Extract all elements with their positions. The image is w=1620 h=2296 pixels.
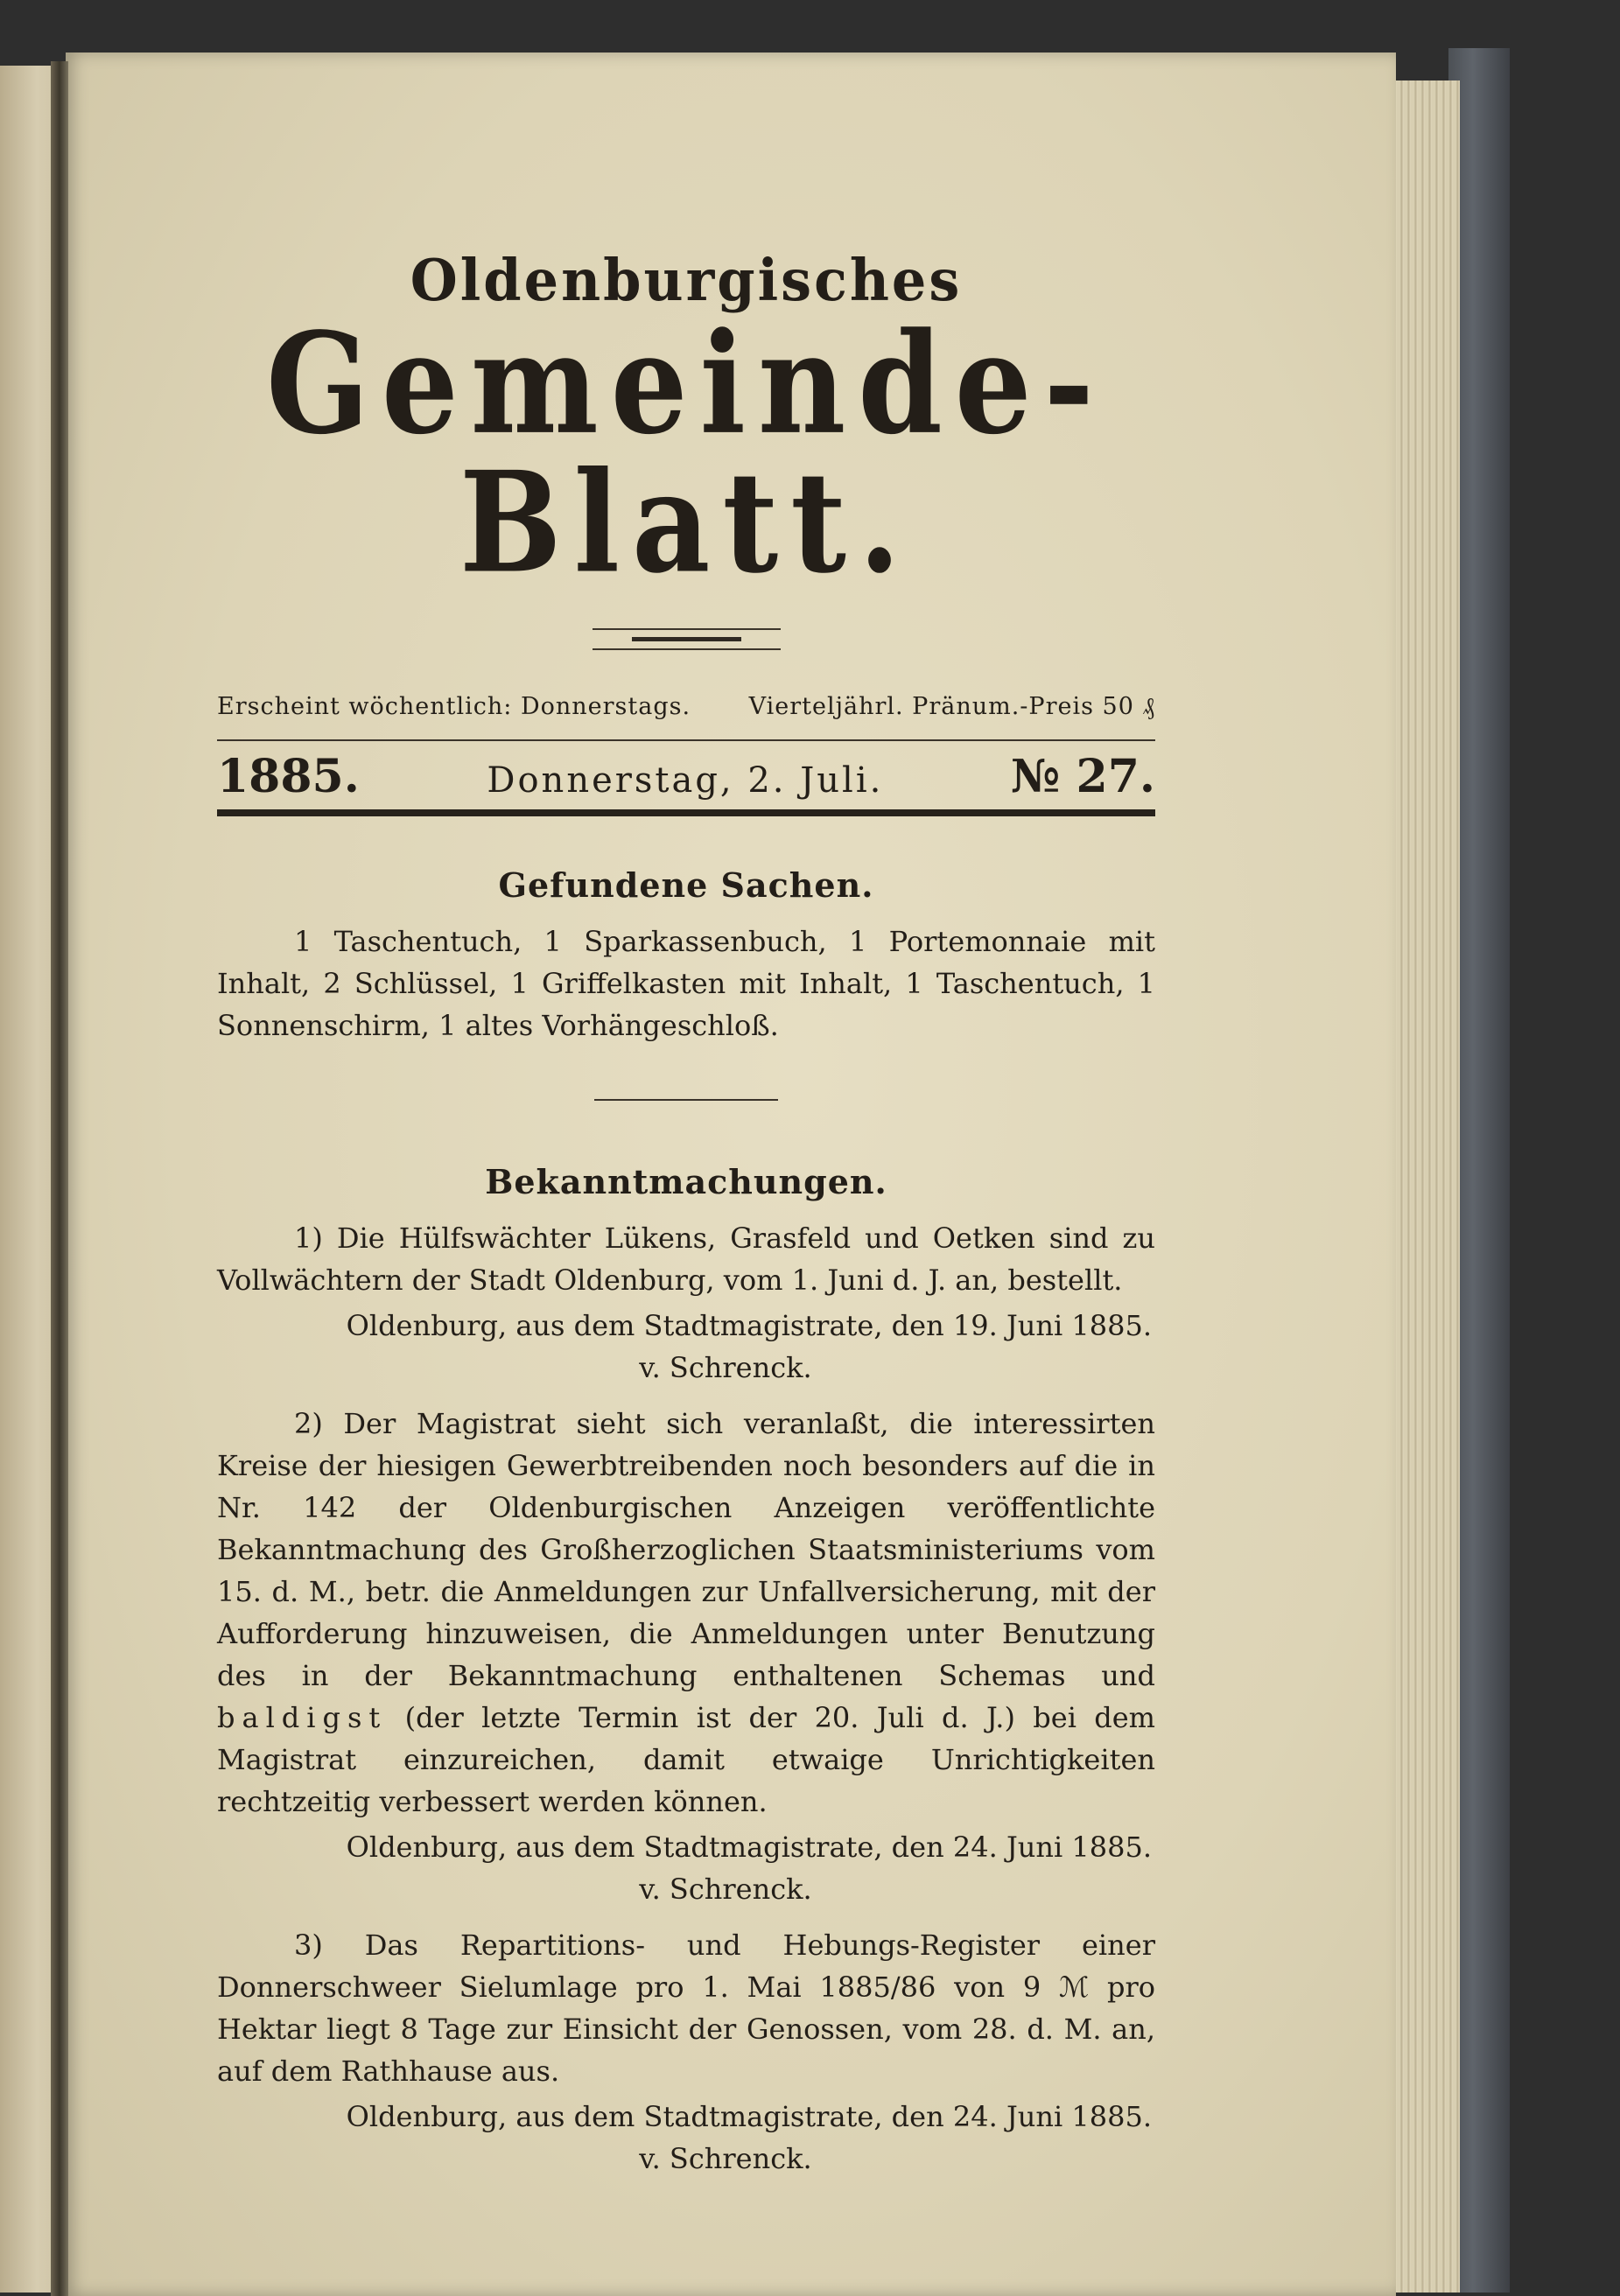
publication-info (217, 693, 1155, 720)
notice-text: 1) Die Hülfswächter Lükens, Grasfeld und Oetken sind zu Vollwächtern der Stadt Oldenburg, vom 1. Juni d. J. an, bestellt. (217, 1222, 1155, 1297)
notice-signature: v. Schrenck. (639, 1872, 812, 1906)
issue-number: № 27. (1010, 750, 1155, 803)
notice-place-date: Oldenburg, aus dem Stadtmagistrate, den 24. Juni 1885. (346, 2100, 1152, 2133)
notice-signature: v. Schrenck. (639, 2142, 812, 2175)
notice-text-part-a: 2) Der Magistrat sieht sich veranlaßt, die interessirten Kreise der hiesigen Gewerbtreibenden noch besonders auf die in Nr. 142 der Oldenburgischen Anzeigen veröffentlichte Bekanntmachung des Großherzoglichen Staatsministeriums vom 15. d. M., betr. die Anmeldungen zur Unfallversicherung, mit der Aufforderung hinzuweisen, die Anmeldungen unter Benutzung des in der Bekanntmachung enthaltenen Schemas und (217, 1407, 1155, 1692)
publication-schedule: Erscheint wöchentlich: Donnerstags. (217, 693, 691, 720)
masthead-title: Gemeinde-Blatt. (266, 301, 1106, 605)
section-heading-found: Gefundene Sachen. (498, 865, 874, 905)
notice-text: 3) Das Repartitions- und Hebungs-Register einer Donnerschweer Sielumlage pro 1. Mai 1885/86 von 9 ℳ pro Hektar liegt 8 Tage zur Einsicht der Genossen, vom 28. d. M. an, auf dem Rathhause aus. (217, 1928, 1155, 2088)
notice-signature: v. Schrenck. (639, 1351, 812, 1384)
issue-year: 1885. (217, 750, 360, 803)
notice-2 (217, 1403, 1155, 1910)
found-items-text: 1 Taschentuch, 1 Sparkassenbuch, 1 Portemonnaie mit Inhalt, 2 Schlüssel, 1 Griffelkasten mit Inhalt, 1 Taschentuch, 1 Sonnenschirm, 1 altes Vorhängeschloß. (217, 925, 1155, 1042)
notice-text-part-b: (der letzte Termin ist der 20. Juli d. J.) bei dem Magistrat einzureichen, damit etwaige Unrichtigkeiten rechtzeitig verbessert werden können. (217, 1701, 1155, 1818)
section-divider (594, 1099, 778, 1101)
dateline (217, 750, 1155, 803)
page-stack-edge (1390, 80, 1460, 2292)
notice-text (217, 1403, 1155, 1823)
notice-place-date: Oldenburg, aus dem Stadtmagistrate, den 24. Juni 1885. (346, 1830, 1152, 1864)
section-heading-notices: Bekanntmachungen. (485, 1162, 887, 1201)
issue-date: Donnerstag, 2. Juli. (487, 760, 884, 801)
thick-divider (217, 809, 1155, 816)
notice-place-date: Oldenburg, aus dem Stadtmagistrate, den 19. Juni 1885. (346, 1309, 1152, 1342)
book-gutter (51, 61, 68, 2296)
page-content (217, 247, 1155, 2180)
subscription-price: Vierteljährl. Pränum.-Preis 50 ₰ (748, 693, 1155, 720)
notice-emphasis: baldigst (217, 1701, 388, 1734)
notice-3 (217, 1924, 1155, 2180)
masthead-line-1: Oldenburgisches (410, 247, 963, 314)
notice-1 (217, 1217, 1155, 1389)
ornament-rule (593, 625, 781, 653)
divider (217, 739, 1155, 741)
